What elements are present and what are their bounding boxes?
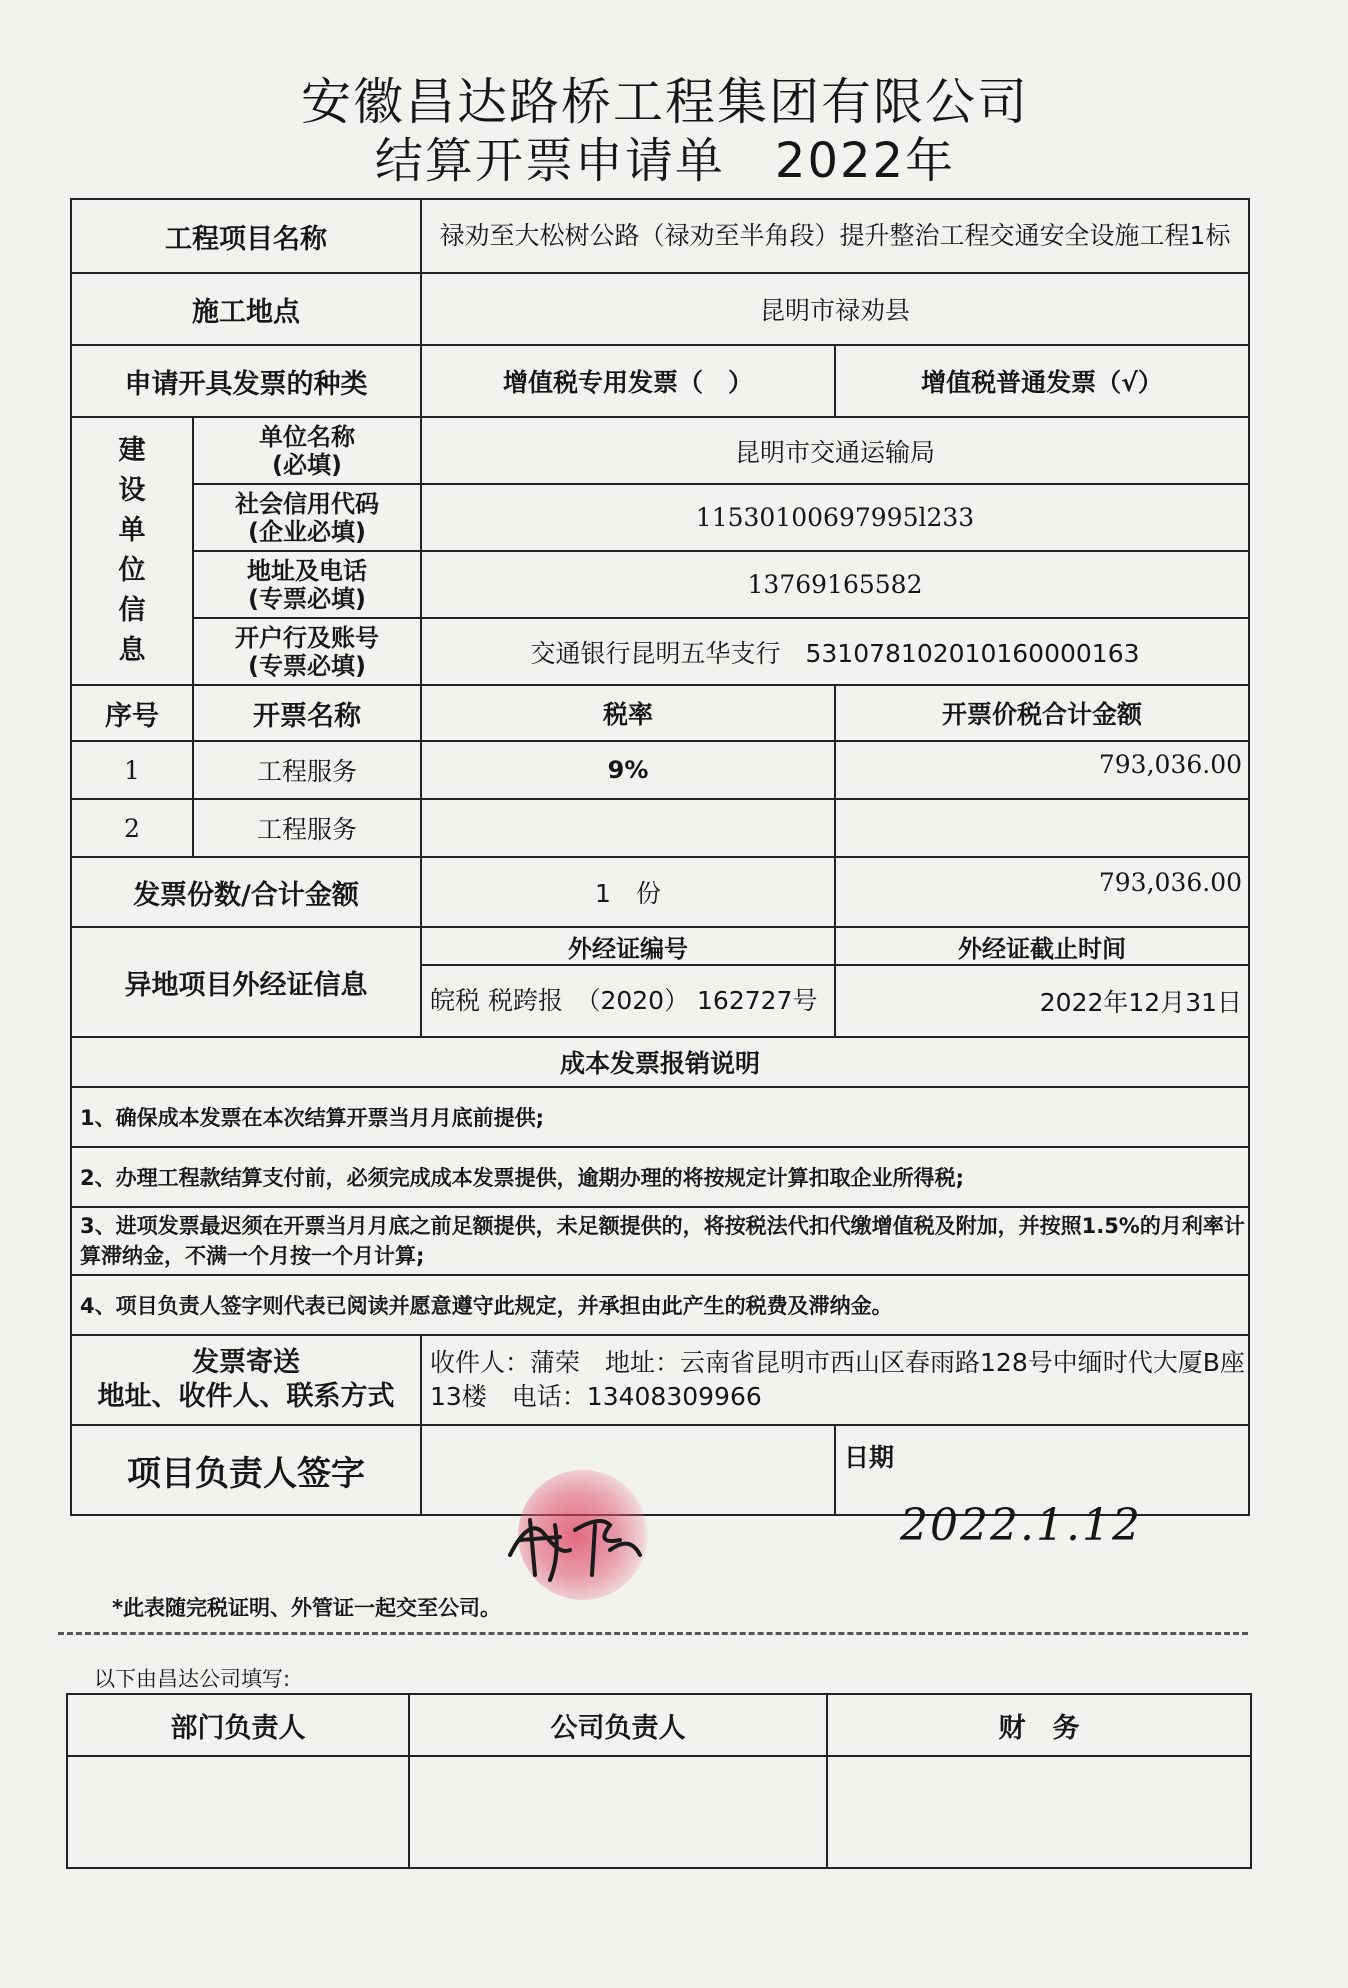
approval-table [66, 1693, 1252, 1869]
row-amount [835, 799, 1249, 857]
main-form-table [70, 198, 1250, 1516]
company-head-sign-cell [409, 1756, 827, 1868]
mailing-value: 收件人：蒲荣 地址：云南省昆明市西山区春雨路128号中缅时代大厦B座13楼 电话：13408309966 [421, 1335, 1249, 1425]
permit-no-header: 外经证编号 [421, 927, 835, 965]
items-header-row [71, 685, 1249, 741]
label-line: 地址及电话 [247, 556, 367, 585]
credit-code-label [193, 484, 421, 551]
permit-no-value: 皖税 税跨报 （2020） 162727号 [421, 965, 835, 1037]
invoice-special-option: 增值税专用发票（ ） [421, 345, 835, 417]
permit-header-row [71, 927, 1249, 965]
row-name: 工程服务 [193, 799, 421, 857]
dept-head-header: 部门负责人 [67, 1694, 409, 1756]
finance-sign-cell [827, 1756, 1251, 1868]
builder-row-2 [71, 484, 1249, 551]
label-line: 开户行及账号 [235, 623, 379, 652]
builder-row-1 [71, 417, 1249, 484]
mailing-label-line2: 地址、收件人、联系方式 [97, 1381, 395, 1412]
builder-char: 设 [118, 475, 146, 506]
unit-name-value: 昆明市交通运输局 [421, 417, 1249, 484]
builder-char: 信 [118, 595, 146, 626]
row-rate [421, 799, 835, 857]
builder-info-label [71, 417, 193, 685]
project-name-label: 工程项目名称 [71, 199, 421, 273]
col-no-header: 序号 [71, 685, 193, 741]
bank-account-label [193, 618, 421, 685]
row-amount: 793,036.00 [835, 741, 1249, 799]
cost-item-1: 1、确保成本发票在本次结算开票当月月底前提供; [71, 1087, 1249, 1147]
cost-item-3: 3、进项发票最迟须在开票当月月底之前足额提供，未足额提供的，将按税法代扣代缴增值税及附加，并按照1.5%的月利率计算滞纳金，不满一个月按一个月计算; [71, 1207, 1249, 1275]
handwritten-signature [500, 1495, 660, 1585]
cost-item-2: 2、办理工程款结算支付前，必须完成成本发票提供，逾期办理的将按规定计算扣取企业所得税; [71, 1147, 1249, 1207]
label-line: 单位名称 [259, 422, 355, 451]
cost-title: 成本发票报销说明 [71, 1037, 1249, 1087]
site-value: 昆明市禄劝县 [421, 273, 1249, 345]
col-rate-header: 税率 [421, 685, 835, 741]
mailing-label-line1: 发票寄送 [192, 1347, 300, 1378]
finance-header: 财 务 [827, 1694, 1251, 1756]
total-amount: 793,036.00 [835, 857, 1249, 927]
company-head-header: 公司负责人 [409, 1694, 827, 1756]
address-phone-value: 13769165582 [421, 551, 1249, 618]
label-hint: (专票必填) [248, 651, 366, 680]
sign-label: 项目负责人签字 [71, 1425, 421, 1515]
invoice-normal-option: 增值税普通发票（√） [835, 345, 1249, 417]
col-amount-header: 开票价税合计金额 [835, 685, 1249, 741]
cost-item-row [71, 1275, 1249, 1335]
fill-note: 以下由昌达公司填写: [94, 1667, 291, 1691]
company-title: 安徽昌达路桥工程集团有限公司 [301, 73, 1029, 131]
total-label: 发票份数/合计金额 [71, 857, 421, 927]
label-hint: (必填) [272, 450, 342, 479]
invoice-type-row [71, 345, 1249, 417]
bank-account-value: 交通银行昆明五华支行 531078102010160000163 [421, 618, 1249, 685]
site-label: 施工地点 [71, 273, 421, 345]
mailing-label [71, 1335, 421, 1425]
footer-note: *此表随完税证明、外管证一起交至公司。 [112, 1596, 501, 1620]
row-no: 2 [71, 799, 193, 857]
table-row [71, 741, 1249, 799]
mailing-row [71, 1335, 1249, 1425]
project-name-value: 禄劝至大松树公路（禄劝至半角段）提升整治工程交通安全设施工程1标 [421, 199, 1249, 273]
project-name-row [71, 199, 1249, 273]
label-hint: (专票必填) [248, 584, 366, 613]
row-no: 1 [71, 741, 193, 799]
permit-deadline-header: 外经证截止时间 [835, 927, 1249, 965]
col-name-header: 开票名称 [193, 685, 421, 741]
cost-item-row [71, 1087, 1249, 1147]
builder-row-3 [71, 551, 1249, 618]
label-line: 社会信用代码 [235, 489, 379, 518]
credit-code-value: 11530100697995l233 [421, 484, 1249, 551]
site-row [71, 273, 1249, 345]
builder-char: 息 [118, 635, 146, 666]
builder-row-4 [71, 618, 1249, 685]
unit-name-label [193, 417, 421, 484]
label-hint: (企业必填) [248, 517, 366, 546]
row-name: 工程服务 [193, 741, 421, 799]
row-rate: 9% [421, 741, 835, 799]
invoice-type-label: 申请开具发票的种类 [71, 345, 421, 417]
address-phone-label [193, 551, 421, 618]
builder-char: 单 [118, 515, 146, 546]
builder-char: 建 [118, 435, 146, 466]
handwritten-date: 2022.1.12 [900, 1500, 1142, 1551]
cost-item-row [71, 1147, 1249, 1207]
cut-line-divider [58, 1632, 1248, 1635]
total-count: 1 份 [421, 857, 835, 927]
builder-char: 位 [118, 555, 146, 586]
date-label: 日期 [835, 1425, 1249, 1515]
total-row [71, 857, 1249, 927]
table-row [71, 799, 1249, 857]
cost-item-4: 4、项目负责人签字则代表已阅读并愿意遵守此规定，并承担由此产生的税费及滞纳金。 [71, 1275, 1249, 1335]
cost-title-row [71, 1037, 1249, 1087]
dept-head-sign-cell [67, 1756, 409, 1868]
cost-item-row [71, 1207, 1249, 1275]
permit-deadline-value: 2022年12月31日 [835, 965, 1249, 1037]
form-title: 结算开票申请单 2022年 [374, 133, 956, 189]
permit-label: 异地项目外经证信息 [71, 927, 421, 1037]
